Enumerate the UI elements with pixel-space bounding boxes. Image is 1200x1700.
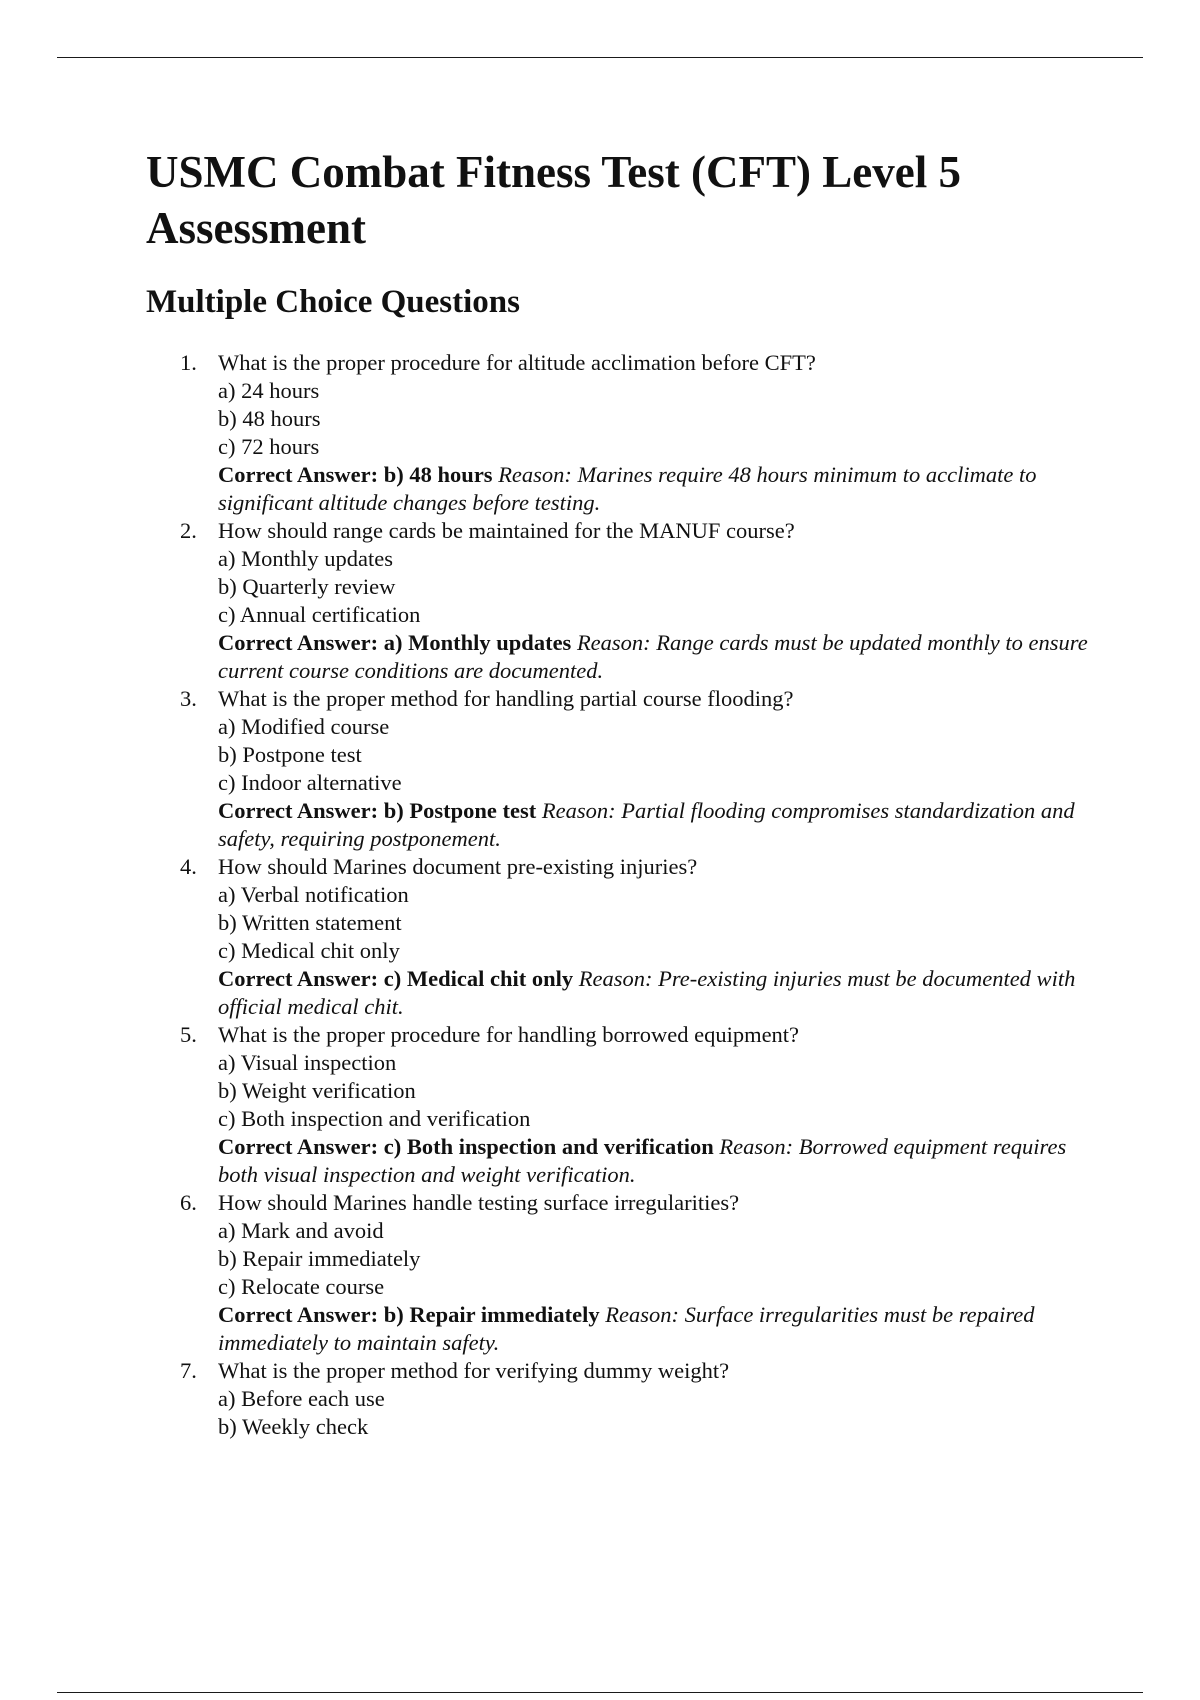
question-number: 2. bbox=[180, 518, 197, 543]
top-rule bbox=[57, 57, 1143, 58]
correct-answer bbox=[218, 1133, 1106, 1189]
question-item bbox=[146, 1357, 1106, 1441]
question-text: How should Marines handle testing surface irregularities? bbox=[218, 1190, 740, 1215]
answer-reason: Reason: Pre-existing injuries must be documented with official medical chit. bbox=[218, 966, 1076, 1019]
option-b: b) Weekly check bbox=[218, 1414, 369, 1439]
correct-answer bbox=[218, 629, 1106, 685]
answer-choice: a) Monthly updates bbox=[383, 630, 572, 655]
answer-reason: Reason: Surface irregularities must be repaired immediately to maintain safety. bbox=[218, 1302, 1035, 1355]
question-text: What is the proper procedure for altitude acclimation before CFT? bbox=[218, 350, 816, 375]
answer-prefix: Correct Answer: bbox=[218, 1302, 379, 1327]
answer-reason: Reason: Marines require 48 hours minimum to acclimate to significant altitude changes before testing. bbox=[218, 462, 1037, 515]
answer-reason: Reason: Borrowed equipment requires both visual inspection and weight verification. bbox=[218, 1134, 1067, 1187]
question-item bbox=[146, 1189, 1106, 1357]
option-c: c) Relocate course bbox=[218, 1274, 385, 1299]
answer-choice: b) Repair immediately bbox=[383, 1302, 600, 1327]
question-item bbox=[146, 1021, 1106, 1189]
question-text: What is the proper method for verifying dummy weight? bbox=[218, 1358, 730, 1383]
question-item bbox=[146, 349, 1106, 517]
question-number: 3. bbox=[180, 686, 197, 711]
correct-answer bbox=[218, 461, 1106, 517]
answer-prefix: Correct Answer: bbox=[218, 630, 379, 655]
answer-prefix: Correct Answer: bbox=[218, 1134, 379, 1159]
option-a: a) Modified course bbox=[218, 714, 390, 739]
option-c: c) 72 hours bbox=[218, 434, 320, 459]
question-number: 4. bbox=[180, 854, 197, 879]
option-b: b) Written statement bbox=[218, 910, 402, 935]
answer-prefix: Correct Answer: bbox=[218, 966, 379, 991]
option-c: c) Annual certification bbox=[218, 602, 421, 627]
correct-answer bbox=[218, 1301, 1106, 1357]
option-c: c) Both inspection and verification bbox=[218, 1106, 531, 1131]
question-item bbox=[146, 517, 1106, 685]
option-b: b) Quarterly review bbox=[218, 574, 396, 599]
correct-answer bbox=[218, 797, 1106, 853]
option-a: a) 24 hours bbox=[218, 378, 320, 403]
answer-prefix: Correct Answer: bbox=[218, 462, 379, 487]
question-item bbox=[146, 685, 1106, 853]
option-a: a) Verbal notification bbox=[218, 882, 409, 907]
option-a: a) Visual inspection bbox=[218, 1050, 397, 1075]
answer-prefix: Correct Answer: bbox=[218, 798, 379, 823]
question-text: How should range cards be maintained for the MANUF course? bbox=[218, 518, 795, 543]
question-item bbox=[146, 853, 1106, 1021]
answer-reason: Reason: Range cards must be updated monthly to ensure current course conditions are documented. bbox=[218, 630, 1088, 683]
answer-choice: b) Postpone test bbox=[383, 798, 537, 823]
option-a: a) Monthly updates bbox=[218, 546, 393, 571]
answer-choice: c) Medical chit only bbox=[383, 966, 574, 991]
option-c: c) Indoor alternative bbox=[218, 770, 402, 795]
option-b: b) Postpone test bbox=[218, 742, 362, 767]
question-text: What is the proper procedure for handling borrowed equipment? bbox=[218, 1022, 800, 1047]
answer-choice: b) 48 hours bbox=[383, 462, 493, 487]
answer-choice: c) Both inspection and verification bbox=[383, 1134, 714, 1159]
question-text: What is the proper method for handling partial course flooding? bbox=[218, 686, 794, 711]
question-number: 7. bbox=[180, 1358, 197, 1383]
question-number: 6. bbox=[180, 1190, 197, 1215]
option-b: b) Repair immediately bbox=[218, 1246, 421, 1271]
option-a: a) Before each use bbox=[218, 1386, 385, 1411]
section-heading: Multiple Choice Questions bbox=[146, 284, 521, 320]
option-b: b) 48 hours bbox=[218, 406, 321, 431]
option-c: c) Medical chit only bbox=[218, 938, 400, 963]
option-b: b) Weight verification bbox=[218, 1078, 416, 1103]
document-body bbox=[146, 144, 1106, 1441]
answer-reason: Reason: Partial flooding compromises standardization and safety, requiring postponement. bbox=[218, 798, 1075, 851]
question-text: How should Marines document pre-existing injuries? bbox=[218, 854, 698, 879]
question-number: 1. bbox=[180, 350, 197, 375]
bottom-rule bbox=[57, 1692, 1143, 1693]
correct-answer bbox=[218, 965, 1106, 1021]
document-title: USMC Combat Fitness Test (CFT) Level 5 Assessment bbox=[146, 147, 961, 253]
question-number: 5. bbox=[180, 1022, 197, 1047]
question-list bbox=[146, 349, 1106, 1441]
option-a: a) Mark and avoid bbox=[218, 1218, 384, 1243]
